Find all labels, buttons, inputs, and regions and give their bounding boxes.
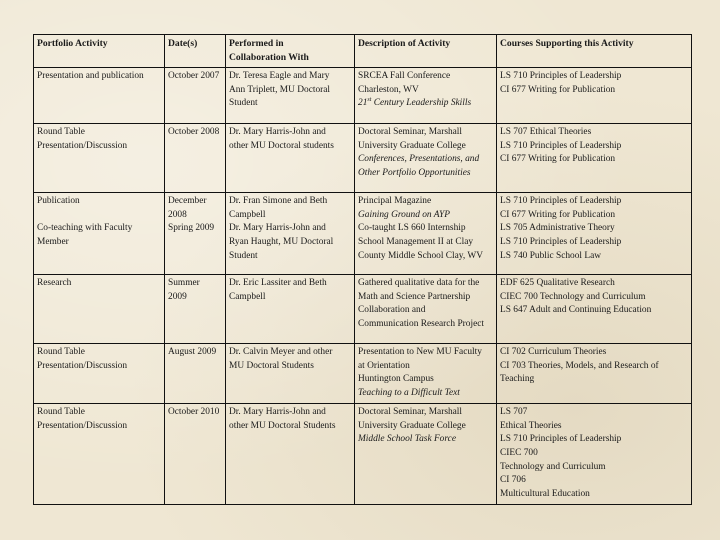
table-row — [34, 193, 692, 275]
header-description: Description of Activity — [355, 35, 497, 68]
cell-date: December 2008 Spring 2009 — [165, 193, 226, 275]
cell-date: August 2009 — [165, 344, 226, 404]
cell-date: October 2008 — [165, 124, 226, 193]
cell-description: SRCEA Fall Conference Charleston, WV 21st Century Leadership Skills — [355, 68, 497, 124]
cell-courses: CI 702 Curriculum Theories CI 703 Theories, Models, and Research of Teaching — [497, 344, 692, 404]
cell-courses: EDF 625 Qualitative Research CIEC 700 Technology and Curriculum LS 647 Adult and Continuing Education — [497, 275, 692, 344]
cell-courses: LS 710 Principles of Leadership CI 677 Writing for Publication LS 705 Administrative Theory LS 710 Principles of Leadership LS 740 Public School Law — [497, 193, 692, 275]
cell-description: Doctoral Seminar, Marshall University Graduate College Middle School Task Force — [355, 403, 497, 504]
cell-performed: Dr. Calvin Meyer and other MU Doctoral Students — [226, 344, 355, 404]
header-courses: Courses Supporting this Activity — [497, 35, 692, 68]
cell-courses: LS 707 Ethical Theories LS 710 Principles of Leadership CI 677 Writing for Publication — [497, 124, 692, 193]
cell-activity: Round Table Presentation/Discussion — [34, 124, 165, 193]
header-dates: Date(s) — [165, 35, 226, 68]
cell-activity: Round Table Presentation/Discussion — [34, 344, 165, 404]
cell-date: October 2007 — [165, 68, 226, 124]
cell-performed: Dr. Mary Harris-John and other MU Doctoral students — [226, 124, 355, 193]
table-row — [34, 124, 692, 193]
cell-performed: Dr. Eric Lassiter and Beth Campbell — [226, 275, 355, 344]
cell-activity: Research — [34, 275, 165, 344]
table-row — [34, 403, 692, 504]
table-row — [34, 68, 692, 124]
cell-date: Summer 2009 — [165, 275, 226, 344]
cell-activity: Round Table Presentation/Discussion — [34, 403, 165, 504]
cell-courses: LS 710 Principles of Leadership CI 677 Writing for Publication — [497, 68, 692, 124]
header-row — [34, 35, 692, 68]
cell-performed: Dr. Mary Harris-John and other MU Doctoral Students — [226, 403, 355, 504]
cell-activity: Presentation and publication — [34, 68, 165, 124]
table-row — [34, 344, 692, 404]
cell-description: Gathered qualitative data for the Math and Science Partnership Collaboration and Communication Research Project — [355, 275, 497, 344]
cell-description: Principal Magazine Gaining Ground on AYP Co-taught LS 660 Internship School Management II at Clay County Middle School Clay, WV — [355, 193, 497, 275]
table-row — [34, 275, 692, 344]
cell-courses: LS 707 Ethical Theories LS 710 Principles of Leadership CIEC 700 Technology and Curriculum CI 706 Multicultural Education — [497, 403, 692, 504]
header-performed-with: Performed in Collaboration With — [226, 35, 355, 68]
header-portfolio-activity: Portfolio Activity — [34, 35, 165, 68]
cell-description: Doctoral Seminar, Marshall University Graduate College Conferences, Presentations, and Other Portfolio Opportunities — [355, 124, 497, 193]
portfolio-table — [33, 34, 692, 505]
cell-date: October 2010 — [165, 403, 226, 504]
cell-performed: Dr. Teresa Eagle and Mary Ann Triplett, MU Doctoral Student — [226, 68, 355, 124]
cell-performed: Dr. Fran Simone and Beth Campbell Dr. Mary Harris-John and Ryan Haught, MU Doctoral Student — [226, 193, 355, 275]
cell-description: Presentation to New MU Faculty at Orientation Huntington Campus Teaching to a Difficult Text — [355, 344, 497, 404]
cell-activity: Publication Co-teaching with Faculty Member — [34, 193, 165, 275]
